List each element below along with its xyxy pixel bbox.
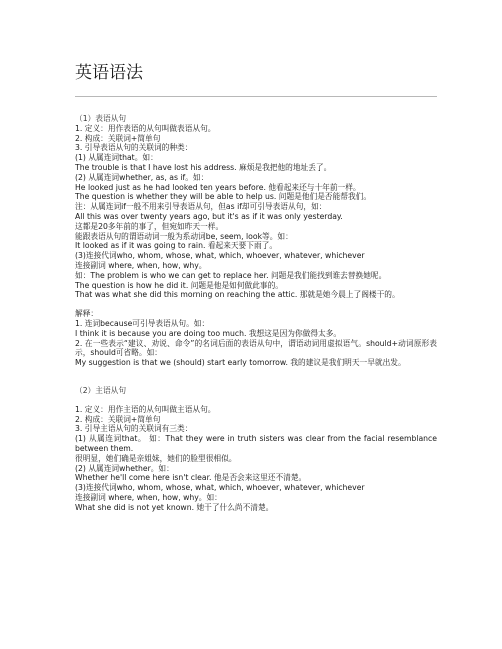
text-line: 3. 引导表语从句的关联词的种类： [75, 143, 193, 153]
text-line: The question is whether they will be able to help us. 问题是他们是否能帮我们。 [75, 192, 372, 202]
text-line: Whether he'll come here isn't clear. 他是否会来这里还不清楚。 [75, 473, 307, 483]
text-line: 2. 在一些表示“建议、劝说、命令”的名词后面的表语从句中，谓语动词用虚拟语气。should+动词原形表示，should可省略。如： [75, 338, 437, 358]
text-line: 连接副词 where, when, how, why。 [75, 260, 207, 270]
text-line: (1) 从属连词that。 如：That they were in truth sisters was clear from the facial resemblance between them. [75, 434, 437, 453]
text-line: He looked just as he had looked ten years before. 他看起来还与十年前一样。 [75, 182, 361, 192]
text-line: 这都是20多年前的事了，但宛如昨天一样。 [75, 221, 224, 231]
section-heading: （2）主语从句 [75, 385, 127, 395]
text-line: 能跟表语从句的谓语动词一般为系动词be, seem, look等。如： [75, 231, 293, 241]
text-line: That was what she did this morning on reaching the attic. 那就是她今晨上了阁楼干的。 [75, 290, 400, 300]
text-line: The question is how he did it. 问题是他是如何做此事的。 [75, 280, 283, 290]
text-line: 2. 构成：关联词+简单句 [75, 414, 161, 424]
text-line: (3)连接代词who, whom, whose, what, which, whoever, whatever, whichever [75, 251, 365, 261]
document-body [75, 114, 437, 512]
text-line: 1. 定义：用作表语的从句叫做表语从句。 [75, 123, 216, 133]
text-line: 如：The problem is who we can get to replace her. 问题是我们能找到谁去替换她呢。 [75, 270, 387, 280]
section-heading: （1）表语从句 [75, 114, 127, 123]
text-line: (3)连接代词who, whom, whose, what, which, whoever, whatever, whichever [75, 483, 365, 493]
text-line: (1) 从属连词that。如： [75, 153, 158, 163]
text-line: What she did is not yet known. 她干了什么尚不清楚。 [75, 502, 274, 512]
page-title: 英语语法 [75, 63, 143, 83]
text-line: 注：从属连词if一般不用来引导表语从句，但as if却可引导表语从句，如： [75, 202, 327, 212]
text-line: 很明显，她们确是亲姐妹，她们的脸型很相似。 [75, 453, 237, 463]
text-line: 1. 定义：用作主语的从句叫做主语从句。 [75, 404, 216, 414]
text-line: 3. 引导主语从句的关联词有三类： [75, 424, 193, 434]
notes-label: 解释： [75, 309, 99, 319]
text-line: My suggestion is that we (should) start early tomorrow. 我的建议是我们明天一早就出发。 [75, 358, 406, 368]
text-line: All this was over twenty years ago, but it's as if it was only yesterday. [75, 211, 343, 221]
text-line: 1. 连词because可引导表语从句。如： [75, 318, 210, 328]
text-line: (2) 从属连词whether, as, as if。如： [75, 172, 209, 182]
title-divider [75, 96, 437, 97]
text-line: The trouble is that I have lost his address. 麻烦是我把他的地址丢了。 [75, 162, 332, 172]
text-line: (2) 从属连词whether。如： [75, 463, 174, 473]
text-line: It looked as if it was going to rain. 看起来天要下雨了。 [75, 241, 278, 251]
text-line: 连接副词 where, when, how, why。如： [75, 492, 222, 502]
text-line: I think it is because you are doing too much. 我想这是因为你做得太多。 [75, 328, 342, 338]
text-line: 2. 构成：关联词+简单句 [75, 133, 161, 143]
